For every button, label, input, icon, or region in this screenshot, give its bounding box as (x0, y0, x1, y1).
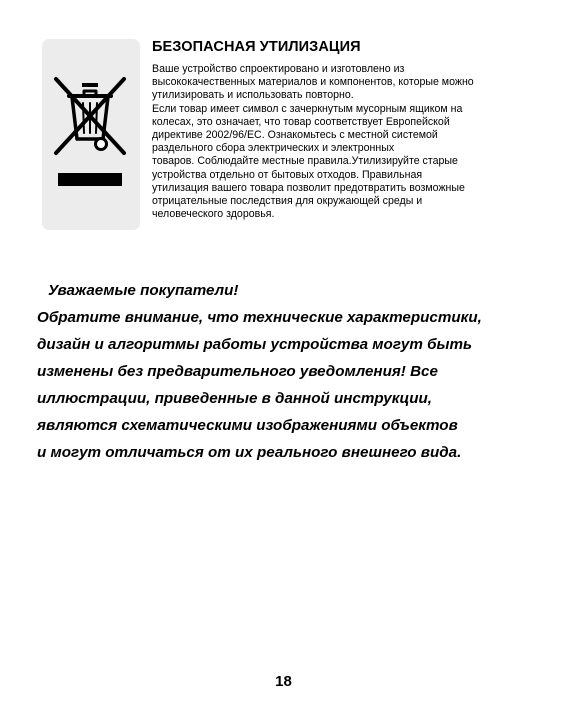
disposal-line: Если товар имеет символ с зачеркнутым мусорным ящиком на (152, 102, 463, 115)
notice-line: иллюстрации, приведенные в данной инструкции, (37, 390, 433, 407)
crossed-out-wheelie-bin-icon (50, 75, 130, 157)
disposal-line: утилизировать и использовать повторно. (152, 89, 354, 102)
disposal-line: устройства отдельно от бытовых отходов. Правильная (152, 168, 423, 181)
disposal-line: отрицательные последствия для окружающей среды и (152, 195, 423, 208)
disposal-line: директиве 2002/96/EC. Ознакомьтесь с местной системой (152, 129, 438, 142)
notice-line: дизайн и алгоритмы работы устройства могут быть (37, 336, 472, 353)
disposal-line: раздельного сбора электрических и электронных (152, 142, 395, 155)
disposal-line: утилизация вашего товара позволит предотвратить возможные (152, 181, 465, 194)
section-title: БЕЗОПАСНАЯ УТИЛИЗАЦИЯ (152, 39, 361, 55)
disposal-line: колесах, это означает, что товар соответствует Европейской (152, 115, 450, 128)
notice-greeting: Уважаемые покупатели! (48, 282, 239, 299)
weee-symbol-panel (42, 39, 140, 230)
disposal-line: товаров. Соблюдайте местные правила.Утилизируйте старые (152, 155, 458, 168)
page-number: 18 (275, 673, 292, 690)
weee-black-bar (58, 173, 122, 186)
notice-line: являются схематическими изображениями объектов (37, 417, 458, 434)
disposal-line: человеческого здоровья. (152, 208, 275, 221)
notice-line: Обратите внимание, что технические характеристики, (37, 309, 482, 326)
disposal-paragraph (152, 63, 522, 221)
customer-notice (37, 281, 537, 470)
disposal-line: высококачественных материалов и компонентов, которые можно (152, 76, 474, 89)
disposal-line: Ваше устройство спроектировано и изготовлено из (152, 63, 405, 75)
notice-line: и могут отличаться от их реального внешнего вида. (37, 444, 462, 461)
notice-line: изменены без предварительного уведомления! Все (37, 363, 438, 380)
